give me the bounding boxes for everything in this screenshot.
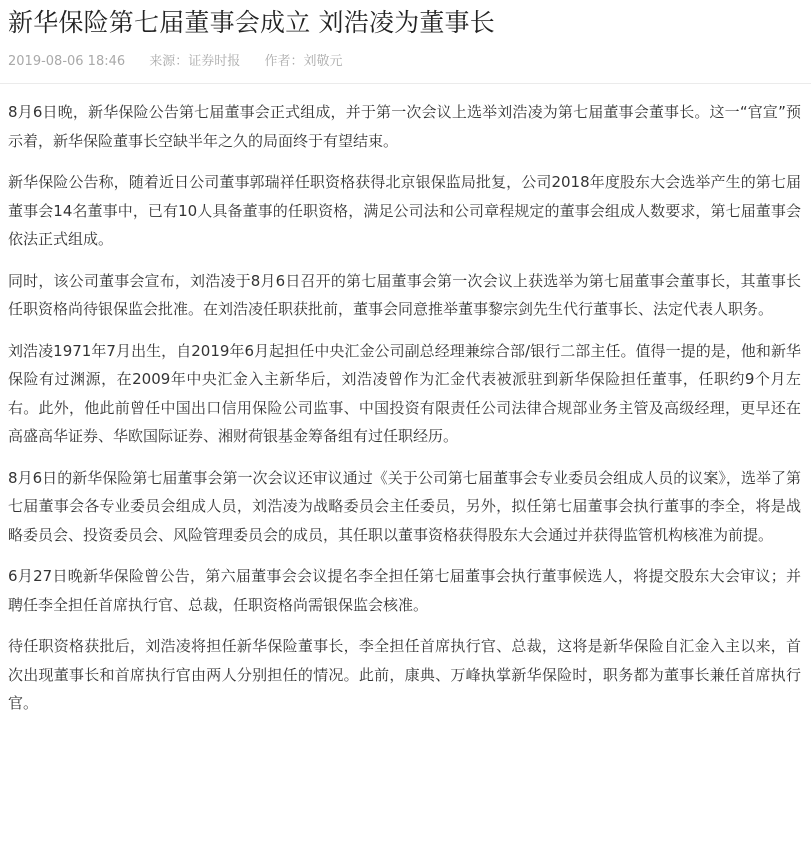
paragraph: 6月27日晚新华保险曾公告，第六届董事会会议提名李全担任第七届董事会执行董事候选人，将提交股东大会审议；并聘任李全担任首席执行官、总裁，任职资格尚需银保监会核准。 [8, 567, 801, 614]
article-title: 新华保险第七届董事会成立 刘浩凌为董事长 [8, 8, 495, 37]
article-source: 来源：证券时报 [149, 54, 241, 69]
header-divider [0, 83, 811, 84]
paragraph: 同时，该公司董事会宣布，刘浩凌于8月6日召开的第七届董事会第一次会议上获选举为第七届董事会董事长，其董事长任职资格尚待银保监会批准。在刘浩凌任职获批前，董事会同意推举董事黎宗剑先生代行董事长、法定代表人职务。 [8, 271, 801, 318]
paragraph: 刘浩凌1971年7月出生，自2019年6月起担任中央汇金公司副总经理兼综合部/银行二部主任。值得一提的是，他和新华保险有过渊源，在2009年中央汇金入主新华后，刘浩凌曾作为汇金代表被派驻到新华保险担任董事，任职约9个月左右。此外，他此前曾任中国出口信用保险公司监事、中国投资有限责任公司法律合规部业务主管及高级经理，更早还在高盛高华证券、华欧国际证券、湘财荷银基金筹备组有过任职经历。 [8, 341, 801, 445]
paragraph: 8月6日的新华保险第七届董事会第一次会议还审议通过《关于公司第七届董事会专业委员会组成人员的议案》，选举了第七届董事会各专业委员会组成人员，刘浩凌为战略委员会主任委员，另外，拟任第七届董事会执行董事的李全，将是战略委员会、投资委员会、风险管理委员会的成员，其任职以董事资格获得股东大会通过并获得监管机构核准为前提。 [8, 468, 801, 544]
paragraph: 8月6日晚，新华保险公告第七届董事会正式组成，并于第一次会议上选举刘浩凌为第七届董事会董事长。这一“官宣”预示着，新华保险董事长空缺半年之久的局面终于有望结束。 [8, 103, 801, 150]
paragraph: 新华保险公告称，随着近日公司董事郭瑞祥任职资格获得北京银保监局批复，公司2018年度股东大会选举产生的第七届董事会14名董事中，已有10人具备董事的任职资格，满足公司法和公司章程规定的董事会组成人数要求，第七届董事会依法正式组成。 [8, 173, 801, 248]
paragraph: 待任职资格获批后，刘浩凌将担任新华保险董事长，李全担任首席执行官、总裁，这将是新华保险自汇金入主以来，首次出现董事长和首席执行官由两人分别担任的情况。此前，康典、万峰执掌新华保险时，职务都为董事长兼任首席执行官。 [8, 637, 801, 712]
article-meta [8, 51, 801, 73]
article-author: 作者：刘敬元 [264, 54, 343, 69]
article-body [8, 98, 801, 718]
publish-date: 2019-08-06 18:46 [8, 54, 126, 69]
